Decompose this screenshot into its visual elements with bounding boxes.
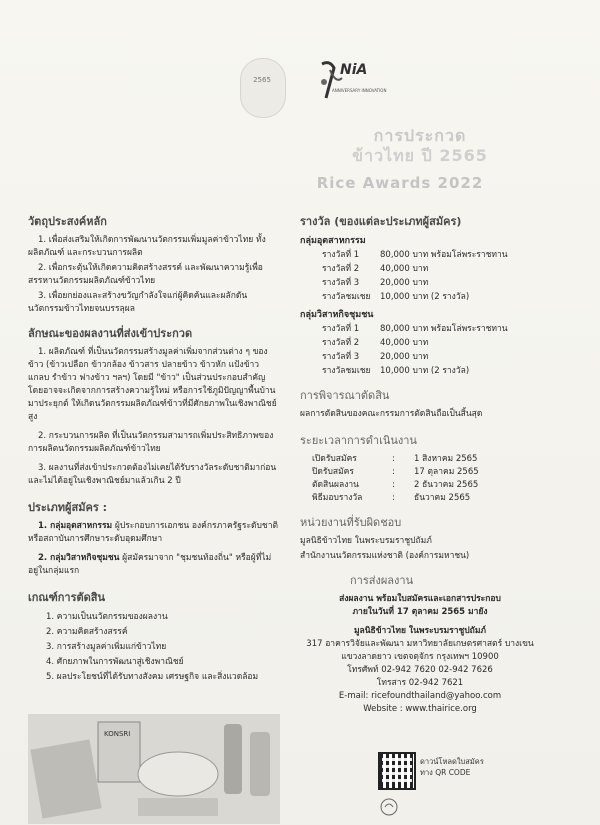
prize-value: 10,000 บาท (2 รางวัล)	[380, 292, 470, 302]
submission-website[interactable]: Website : www.thairice.org	[363, 704, 477, 714]
applicant-text: ผู้ประกอบการเอกชน องค์กรภาครัฐระดับชาติ หรือสถาบันการศึกษาระดับอุดมศึกษา	[28, 521, 278, 544]
submission-phone: โทรศัพท์ 02-942 7620 02-942 7626	[347, 665, 493, 675]
applicants-heading: ประเภทผู้สมัคร :	[28, 501, 107, 514]
organizers-heading: หน่วยงานที่รับผิดชอบ	[300, 516, 402, 529]
schedule-row	[312, 453, 540, 466]
schedule-date: ธันวาคม 2565	[414, 493, 471, 503]
schedule-row	[312, 466, 540, 479]
prize-name: รางวัลชมเชย	[322, 292, 371, 302]
applicant-item	[28, 520, 280, 546]
title-line2: ข้าวไทย ปี 2565	[352, 146, 488, 165]
schedule-date: 1 สิงหาคม 2565	[414, 454, 478, 464]
applicant-item	[28, 552, 280, 578]
prize-name: รางวัลที่ 1	[322, 250, 360, 260]
schedule-label: ปิดรับสมัคร	[312, 467, 354, 477]
prize-row	[322, 336, 540, 350]
prize-row	[322, 290, 540, 304]
submission-address2: แขวงลาดยาว เขตจตุจักร กรุงเทพฯ 10900	[341, 652, 499, 662]
criteria-item: 4. ศักยภาพในการพัฒนาสู่เชิงพาณิชย์	[46, 657, 184, 667]
criteria-item: 5. ผลประโยชน์ที่ได้รับทางสังคม เศรษฐกิจ และสิ่งแวดล้อม	[46, 672, 259, 682]
submission-line1: ส่งผลงาน พร้อมใบสมัครและเอกสารประกอบ	[339, 594, 501, 604]
prize-row	[322, 364, 540, 378]
objective-item: 1. เพื่อส่งเสริมให้เกิดการพัฒนานวัตกรรมเพิ่มมูลค่าข้าวไทย ทั้งผลิตภัณฑ์ และกระบวนการผลิต	[28, 235, 266, 258]
characteristic-item: 1. ผลิตภัณฑ์ ที่เป็นนวัตกรรมสร้างมูลค่าเพิ่มจากส่วนต่าง ๆ ของข้าว (ข้าวเปลือก ข้าวกล้อง ข้าวสาร ปลายข้าว ข้าวหัก แป้งข้าว แกลบ รำข้าว ฟางข้าว ฯลฯ) โดยมี "ข้าว" เป็นส่วนประกอบสำคัญ โดยอาจจะเกิดจากการสร้างความรู้ใหม่ หรือการใช้ภูมิปัญญาพื้นบ้านมาประยุกต์ ให้เกิดนวัตกรรมผลิตภัณฑ์ข้าวที่มีศักยภาพในเชิงพาณิชย์สูง	[28, 347, 277, 422]
characteristics-heading: ลักษณะของผลงานที่ส่งเข้าประกวด	[28, 327, 193, 340]
schedule-date: 2 ธันวาคม 2565	[414, 480, 479, 490]
prize-name: รางวัลที่ 1	[322, 324, 360, 334]
nia-logo-text: NiA	[340, 62, 368, 78]
seal-text: 2565	[253, 76, 271, 84]
judging-heading: การพิจารณาตัดสิน	[300, 389, 390, 402]
prize-value: 80,000 บาท พร้อมโล่พระราชทาน	[380, 250, 508, 260]
qr-code-pattern	[382, 756, 412, 786]
prize-name: รางวัลที่ 2	[322, 338, 360, 348]
schedule-colon: :	[392, 454, 395, 464]
objective-item: 3. เพื่อยกย่องและสร้างขวัญกำลังใจแก่ผู้คิดค้นและผลักดันนวัตกรรมข้าวไทยจนบรรลุผล	[28, 291, 248, 314]
prize-name: รางวัลที่ 2	[322, 264, 360, 274]
schedule-colon: :	[392, 467, 395, 477]
criteria-item: 1. ความเป็นนวัตกรรมของผลงาน	[46, 612, 168, 622]
left-column	[28, 212, 280, 685]
objectives-heading: วัตถุประสงค์หลัก	[28, 215, 107, 228]
criteria-item: 3. การสร้างมูลค่าเพิ่มแก่ข้าวไทย	[46, 642, 167, 652]
characteristic-item: 2. กระบวนการผลิต ที่เป็นนวัตกรรมสามารถเพิ่มประสิทธิภาพของการผลิตนวัตกรรมผลิตภัณฑ์ข้าวไทย	[28, 431, 274, 454]
right-column	[300, 212, 540, 716]
schedule-date: 17 ตุลาคม 2565	[414, 467, 479, 477]
submission-email[interactable]: E-mail: ricefoundthailand@yahoo.com	[338, 691, 502, 701]
schedule-label: ตัดสินผลงาน	[312, 480, 359, 490]
rice-products-photo	[28, 714, 280, 824]
applicant-lead: 1. กลุ่มอุตสาหกรรม	[38, 521, 113, 531]
nia-logo-subtext: ANNIVERSARY INNOVATION	[332, 88, 387, 93]
judging-text: ผลการตัดสินของคณะกรรมการตัดสินถือเป็นสิ้นสุด	[300, 409, 483, 419]
applicant-lead: 2. กลุ่มวิสาหกิจชุมชน	[38, 553, 120, 563]
prize-name: รางวัลที่ 3	[322, 278, 360, 288]
prize-value: 40,000 บาท	[380, 338, 429, 348]
schedule-colon: :	[392, 480, 395, 490]
schedule-label: เปิดรับสมัคร	[312, 454, 357, 464]
objective-item: 2. เพื่อกระตุ้นให้เกิดความคิดสร้างสรรค์ และพัฒนาความรู้เพื่อสรรหานวัตกรรมผลิตภัณฑ์ข้าวไทย	[28, 263, 263, 286]
qr-caption-line1: ดาวน์โหลดใบสมัคร	[420, 757, 484, 766]
organizer-line: สำนักงานนวัตกรรมแห่งชาติ (องค์การมหาชน)	[300, 551, 470, 561]
schedule-row	[312, 479, 540, 492]
criteria-heading: เกณฑ์การตัดสิน	[28, 591, 106, 604]
prize-row	[322, 322, 540, 336]
title-line1: การประกวด	[373, 126, 467, 145]
schedule-row	[312, 492, 540, 505]
seal-emblem	[240, 58, 286, 118]
prize-group-name: กลุ่มวิสาหกิจชุมชน	[300, 310, 374, 320]
qr-caption-line2: ทาง QR CODE	[420, 768, 471, 777]
prize-name: รางวัลชมเชย	[322, 366, 371, 376]
prize-group-name: กลุ่มอุตสาหกรรม	[300, 236, 366, 246]
prize-row	[322, 350, 540, 364]
prizes-heading: รางวัล (ของแต่ละประเภทผู้สมัคร)	[300, 215, 462, 228]
prize-value: 80,000 บาท พร้อมโล่พระราชทาน	[380, 324, 508, 334]
prize-row	[322, 262, 540, 276]
schedule-heading: ระยะเวลาการดำเนินงาน	[300, 434, 417, 447]
applicant-text: ผู้สมัครมาจาก "ชุมชนท้องถิ่น" หรือผู้ที่ไม่อยู่ในกลุ่มแรก	[28, 553, 272, 576]
prize-value: 20,000 บาท	[380, 352, 429, 362]
characteristic-item: 3. ผลงานที่ส่งเข้าประกวดต้องไม่เคยได้รับรางวัลระดับชาติมาก่อน และไม่ได้อยู่ในเชิงพาณิชย์มาแล้วเกิน 2 ปี	[28, 463, 277, 486]
organizer-line: มูลนิธิข้าวไทย ในพระบรมราชูปถัมภ์	[300, 536, 432, 546]
submission-heading: การส่งผลงาน	[350, 574, 414, 587]
schedule-label: พิธีมอบรางวัล	[312, 493, 363, 503]
submission-fax: โทรสาร 02-942 7621	[376, 678, 464, 688]
prize-value: 10,000 บาท (2 รางวัล)	[380, 366, 470, 376]
prize-row	[322, 248, 540, 262]
schedule-colon: :	[392, 493, 395, 503]
prize-value: 20,000 บาท	[380, 278, 429, 288]
submission-line2: ภายในวันที่ 17 ตุลาคม 2565 มายัง	[352, 607, 488, 617]
prize-row	[322, 276, 540, 290]
prize-name: รางวัลที่ 3	[322, 352, 360, 362]
submission-org: มูลนิธิข้าวไทย ในพระบรมราชูปถัมภ์	[353, 626, 487, 636]
criteria-item: 2. ความคิดสร้างสรรค์	[46, 627, 128, 637]
qr-caption	[420, 756, 530, 778]
product-label: KONSRI	[104, 730, 131, 738]
prize-value: 40,000 บาท	[380, 264, 429, 274]
title-line3: Rice Awards 2022	[316, 174, 484, 192]
footer-logo-icon	[378, 796, 416, 818]
submission-address1: 317 อาคารวิจัยและพัฒนา มหาวิทยาลัยเกษตรศาสตร์ บางเขน	[306, 639, 534, 649]
